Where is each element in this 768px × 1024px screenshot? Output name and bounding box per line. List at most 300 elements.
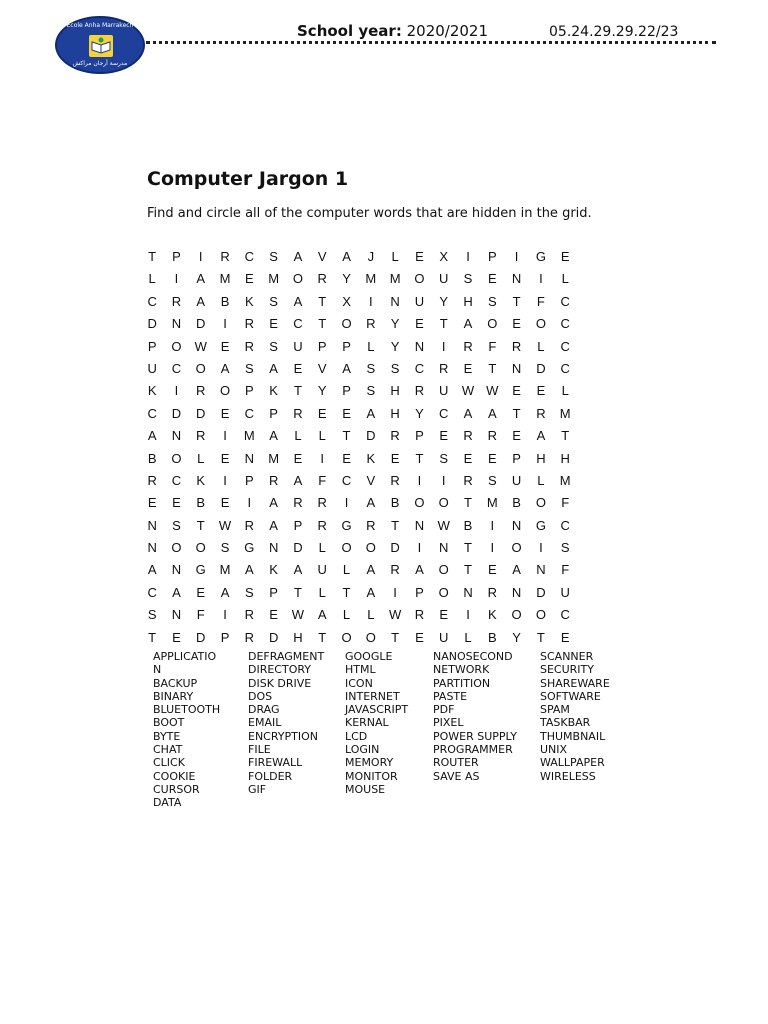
grid-letter[interactable]: D bbox=[268, 629, 279, 645]
grid-letter[interactable]: K bbox=[147, 383, 157, 399]
grid-letter[interactable]: R bbox=[390, 428, 400, 444]
grid-letter[interactable]: B bbox=[220, 293, 230, 309]
grid-letter[interactable]: A bbox=[366, 495, 376, 511]
grid-letter[interactable]: G bbox=[535, 517, 546, 533]
grid-letter[interactable]: T bbox=[464, 495, 472, 511]
grid-letter[interactable]: E bbox=[220, 495, 230, 511]
grid-letter[interactable]: V bbox=[317, 360, 327, 376]
grid-letter[interactable]: P bbox=[293, 517, 303, 533]
grid-letter[interactable]: C bbox=[147, 293, 157, 309]
grid-letter[interactable]: V bbox=[366, 472, 376, 488]
grid-letter[interactable]: R bbox=[196, 428, 206, 444]
grid-letter[interactable]: A bbox=[147, 428, 157, 444]
grid-letter[interactable]: E bbox=[560, 249, 570, 264]
grid-letter[interactable]: O bbox=[365, 540, 376, 556]
grid-letter[interactable]: T bbox=[148, 249, 157, 264]
grid-letter[interactable]: S bbox=[439, 450, 449, 466]
grid-letter[interactable]: U bbox=[317, 562, 327, 578]
grid-letter[interactable]: R bbox=[463, 428, 473, 444]
grid-letter[interactable]: U bbox=[511, 472, 522, 488]
grid-letter[interactable]: L bbox=[197, 450, 205, 466]
grid-letter[interactable]: R bbox=[317, 271, 327, 287]
grid-letter[interactable]: D bbox=[147, 316, 157, 332]
grid-letter[interactable]: C bbox=[293, 316, 303, 332]
grid-letter[interactable]: E bbox=[463, 450, 473, 466]
grid-letter[interactable]: M bbox=[243, 428, 255, 444]
grid-letter[interactable]: P bbox=[220, 629, 230, 645]
grid-letter[interactable]: U bbox=[560, 584, 570, 600]
grid-letter[interactable]: S bbox=[390, 360, 400, 376]
grid-letter[interactable]: A bbox=[293, 293, 303, 309]
grid-letter[interactable]: N bbox=[414, 517, 425, 533]
grid-letter[interactable]: E bbox=[342, 450, 351, 466]
grid-letter[interactable]: E bbox=[390, 450, 400, 466]
grid-letter[interactable]: R bbox=[220, 249, 230, 264]
grid-letter[interactable]: I bbox=[223, 472, 227, 488]
grid-letter[interactable]: L bbox=[391, 249, 399, 264]
grid-letter[interactable]: K bbox=[269, 383, 278, 399]
grid-letter[interactable]: E bbox=[512, 383, 521, 399]
grid-letter[interactable]: E bbox=[220, 338, 230, 354]
grid-letter[interactable]: C bbox=[341, 472, 352, 488]
grid-letter[interactable]: D bbox=[171, 405, 182, 421]
grid-letter[interactable]: R bbox=[487, 584, 497, 600]
grid-letter[interactable]: R bbox=[390, 472, 400, 488]
grid-letter[interactable]: R bbox=[244, 517, 255, 533]
grid-letter[interactable]: O bbox=[195, 360, 206, 376]
grid-letter[interactable]: R bbox=[414, 607, 425, 623]
grid-letter[interactable]: I bbox=[466, 607, 470, 623]
grid-letter[interactable]: J bbox=[367, 249, 375, 264]
grid-letter[interactable]: K bbox=[269, 562, 278, 578]
grid-letter[interactable]: E bbox=[487, 562, 497, 578]
grid-letter[interactable]: R bbox=[268, 472, 279, 488]
grid-letter[interactable]: F bbox=[196, 607, 205, 623]
grid-letter[interactable]: T bbox=[318, 293, 327, 309]
grid-letter[interactable]: R bbox=[511, 338, 522, 354]
grid-letter[interactable]: Y bbox=[390, 338, 400, 354]
grid-letter[interactable]: F bbox=[536, 293, 545, 309]
grid-letter[interactable]: M bbox=[559, 472, 571, 488]
grid-letter[interactable]: P bbox=[342, 383, 351, 399]
grid-letter[interactable]: G bbox=[244, 540, 255, 556]
grid-letter[interactable]: A bbox=[487, 405, 497, 421]
grid-letter[interactable]: U bbox=[439, 271, 449, 287]
grid-letter[interactable]: N bbox=[171, 562, 182, 578]
grid-letter[interactable]: W bbox=[218, 517, 232, 533]
grid-letter[interactable]: C bbox=[560, 517, 570, 533]
grid-letter[interactable]: N bbox=[463, 584, 473, 600]
grid-letter[interactable]: O bbox=[438, 562, 449, 578]
grid-letter[interactable]: F bbox=[318, 472, 327, 488]
grid-letter[interactable]: E bbox=[342, 405, 351, 421]
grid-letter[interactable]: P bbox=[147, 338, 157, 354]
grid-letter[interactable]: C bbox=[439, 405, 449, 421]
grid-letter[interactable]: L bbox=[294, 428, 302, 444]
grid-letter[interactable]: O bbox=[341, 540, 352, 556]
grid-letter[interactable]: C bbox=[560, 316, 570, 332]
grid-letter[interactable]: E bbox=[293, 360, 303, 376]
grid-letter[interactable]: T bbox=[318, 629, 327, 645]
grid-letter[interactable]: N bbox=[439, 540, 449, 556]
grid-letter[interactable]: I bbox=[223, 428, 227, 444]
grid-letter[interactable]: A bbox=[245, 562, 254, 578]
grid-letter[interactable]: L bbox=[318, 428, 326, 444]
grid-letter[interactable]: K bbox=[196, 472, 206, 488]
grid-letter[interactable]: T bbox=[415, 450, 424, 466]
grid-letter[interactable]: S bbox=[245, 360, 254, 376]
grid-letter[interactable]: S bbox=[269, 249, 278, 264]
grid-letter[interactable]: E bbox=[172, 629, 181, 645]
grid-letter[interactable]: C bbox=[560, 607, 570, 623]
grid-letter[interactable]: A bbox=[269, 360, 278, 376]
grid-letter[interactable]: A bbox=[463, 405, 473, 421]
grid-letter[interactable]: L bbox=[148, 271, 156, 287]
grid-letter[interactable]: S bbox=[463, 271, 473, 287]
grid-letter[interactable]: Y bbox=[317, 383, 327, 399]
grid-letter[interactable]: P bbox=[269, 584, 278, 600]
grid-letter[interactable]: E bbox=[415, 316, 424, 332]
grid-letter[interactable]: D bbox=[196, 316, 206, 332]
grid-letter[interactable]: A bbox=[220, 360, 230, 376]
grid-letter[interactable]: W bbox=[437, 517, 450, 533]
grid-letter[interactable]: C bbox=[244, 405, 255, 421]
grid-letter[interactable]: S bbox=[366, 383, 376, 399]
grid-letter[interactable]: H bbox=[463, 293, 473, 309]
grid-letter[interactable]: A bbox=[269, 495, 278, 511]
grid-letter[interactable]: I bbox=[514, 249, 519, 264]
grid-letter[interactable]: R bbox=[196, 383, 206, 399]
grid-letter[interactable]: O bbox=[535, 316, 546, 332]
grid-letter[interactable]: R bbox=[536, 405, 546, 421]
grid-letter[interactable]: E bbox=[463, 360, 473, 376]
grid-letter[interactable]: N bbox=[511, 584, 522, 600]
grid-letter[interactable]: C bbox=[560, 360, 570, 376]
grid-letter[interactable]: E bbox=[172, 495, 181, 511]
grid-letter[interactable]: I bbox=[441, 472, 446, 488]
grid-letter[interactable]: R bbox=[487, 428, 497, 444]
grid-letter[interactable]: K bbox=[366, 450, 376, 466]
grid-letter[interactable]: P bbox=[245, 472, 254, 488]
grid-letter[interactable]: L bbox=[464, 629, 472, 645]
grid-letter[interactable]: B bbox=[196, 495, 206, 511]
grid-letter[interactable]: H bbox=[390, 405, 400, 421]
grid-letter[interactable]: R bbox=[293, 405, 303, 421]
grid-letter[interactable]: E bbox=[415, 629, 424, 645]
grid-letter[interactable]: N bbox=[147, 540, 157, 556]
grid-letter[interactable]: D bbox=[196, 629, 206, 645]
grid-letter[interactable]: I bbox=[417, 540, 422, 556]
grid-letter[interactable]: X bbox=[439, 249, 449, 264]
grid-letter[interactable]: A bbox=[366, 562, 376, 578]
grid-letter[interactable]: L bbox=[318, 540, 326, 556]
grid-letter[interactable]: T bbox=[512, 293, 521, 309]
grid-letter[interactable]: G bbox=[535, 249, 546, 264]
grid-letter[interactable]: P bbox=[317, 338, 327, 354]
grid-letter[interactable]: M bbox=[559, 405, 571, 421]
grid-letter[interactable]: N bbox=[171, 607, 182, 623]
grid-letter[interactable]: A bbox=[536, 428, 546, 444]
grid-letter[interactable]: R bbox=[390, 562, 400, 578]
grid-letter[interactable]: E bbox=[560, 629, 570, 645]
grid-letter[interactable]: N bbox=[390, 293, 400, 309]
grid-letter[interactable]: G bbox=[195, 562, 206, 578]
grid-letter[interactable]: K bbox=[245, 293, 254, 309]
grid-letter[interactable]: U bbox=[293, 338, 303, 354]
grid-letter[interactable]: T bbox=[391, 629, 400, 645]
grid-letter[interactable]: S bbox=[269, 338, 278, 354]
grid-letter[interactable]: M bbox=[219, 562, 231, 578]
grid-letter[interactable]: T bbox=[342, 584, 351, 600]
grid-letter[interactable]: T bbox=[439, 316, 448, 332]
grid-letter[interactable]: O bbox=[414, 271, 425, 287]
grid-letter[interactable]: I bbox=[223, 316, 227, 332]
grid-letter[interactable]: S bbox=[366, 360, 376, 376]
grid-letter[interactable]: N bbox=[147, 517, 157, 533]
grid-letter[interactable]: E bbox=[293, 450, 303, 466]
grid-letter[interactable]: S bbox=[560, 540, 570, 556]
grid-letter[interactable]: R bbox=[171, 293, 182, 309]
grid-letter[interactable]: C bbox=[560, 293, 570, 309]
grid-letter[interactable]: F bbox=[561, 495, 570, 511]
grid-letter[interactable]: O bbox=[341, 316, 352, 332]
grid-letter[interactable]: P bbox=[487, 249, 497, 264]
grid-letter[interactable]: C bbox=[171, 360, 182, 376]
grid-letter[interactable]: O bbox=[341, 629, 352, 645]
grid-letter[interactable]: I bbox=[247, 495, 252, 511]
grid-letter[interactable]: A bbox=[317, 607, 327, 623]
grid-letter[interactable]: K bbox=[487, 607, 497, 623]
grid-letter[interactable]: I bbox=[539, 271, 543, 287]
grid-letter[interactable]: N bbox=[268, 540, 279, 556]
grid-letter[interactable]: C bbox=[171, 472, 182, 488]
grid-letter[interactable]: R bbox=[439, 360, 449, 376]
grid-letter[interactable]: L bbox=[561, 383, 569, 399]
grid-letter[interactable]: N bbox=[511, 360, 522, 376]
grid-letter[interactable]: I bbox=[344, 495, 349, 511]
grid-letter[interactable]: E bbox=[196, 584, 206, 600]
grid-letter[interactable]: S bbox=[487, 472, 497, 488]
grid-letter[interactable]: P bbox=[172, 249, 181, 264]
grid-letter[interactable]: I bbox=[369, 293, 373, 309]
grid-letter[interactable]: R bbox=[293, 495, 303, 511]
grid-letter[interactable]: V bbox=[317, 249, 327, 264]
grid-letter[interactable]: T bbox=[293, 584, 302, 600]
grid-letter[interactable]: T bbox=[342, 428, 351, 444]
grid-letter[interactable]: L bbox=[342, 607, 351, 623]
grid-letter[interactable]: E bbox=[487, 450, 497, 466]
grid-letter[interactable]: O bbox=[365, 629, 376, 645]
grid-letter[interactable]: O bbox=[171, 338, 182, 354]
grid-letter[interactable]: E bbox=[269, 316, 278, 332]
grid-letter[interactable]: D bbox=[293, 540, 303, 556]
grid-letter[interactable]: S bbox=[487, 293, 497, 309]
grid-letter[interactable]: Y bbox=[390, 316, 400, 332]
grid-letter[interactable]: H bbox=[536, 450, 546, 466]
grid-letter[interactable]: D bbox=[390, 540, 400, 556]
grid-letter[interactable]: H bbox=[560, 450, 570, 466]
grid-letter[interactable]: T bbox=[464, 562, 472, 578]
grid-letter[interactable]: E bbox=[512, 316, 521, 332]
grid-letter[interactable]: I bbox=[393, 584, 397, 600]
grid-letter[interactable]: W bbox=[291, 607, 305, 623]
grid-letter[interactable]: E bbox=[220, 450, 230, 466]
grid-letter[interactable]: A bbox=[220, 584, 230, 600]
grid-letter[interactable]: T bbox=[561, 428, 570, 444]
grid-letter[interactable]: D bbox=[196, 405, 206, 421]
grid-letter[interactable]: T bbox=[318, 316, 327, 332]
grid-letter[interactable]: H bbox=[293, 629, 303, 645]
grid-letter[interactable]: A bbox=[366, 405, 376, 421]
grid-letter[interactable]: C bbox=[560, 338, 570, 354]
grid-letter[interactable]: U bbox=[414, 293, 425, 309]
grid-letter[interactable]: B bbox=[512, 495, 521, 511]
grid-letter[interactable]: R bbox=[244, 316, 255, 332]
grid-letter[interactable]: A bbox=[293, 562, 303, 578]
grid-letter[interactable]: B bbox=[487, 629, 497, 645]
grid-letter[interactable]: I bbox=[539, 540, 543, 556]
grid-letter[interactable]: O bbox=[487, 316, 498, 332]
grid-letter[interactable]: T bbox=[196, 517, 205, 533]
grid-letter[interactable]: W bbox=[461, 383, 475, 399]
grid-letter[interactable]: M bbox=[389, 271, 401, 287]
grid-letter[interactable]: P bbox=[512, 450, 521, 466]
grid-letter[interactable]: O bbox=[438, 584, 449, 600]
grid-letter[interactable]: O bbox=[195, 540, 206, 556]
grid-letter[interactable]: C bbox=[414, 360, 425, 376]
grid-letter[interactable]: L bbox=[367, 338, 375, 354]
grid-letter[interactable]: E bbox=[512, 428, 521, 444]
grid-letter[interactable]: T bbox=[464, 540, 472, 556]
grid-letter[interactable]: Y bbox=[342, 271, 351, 287]
grid-letter[interactable]: B bbox=[147, 450, 157, 466]
grid-letter[interactable]: O bbox=[219, 383, 231, 399]
grid-letter[interactable]: S bbox=[172, 517, 181, 533]
grid-letter[interactable]: L bbox=[342, 562, 351, 578]
grid-letter[interactable]: E bbox=[536, 383, 546, 399]
grid-letter[interactable]: O bbox=[511, 540, 522, 556]
grid-letter[interactable]: M bbox=[268, 450, 280, 466]
grid-letter[interactable]: T bbox=[512, 405, 521, 421]
grid-letter[interactable]: A bbox=[293, 249, 303, 264]
grid-letter[interactable]: L bbox=[561, 271, 569, 287]
grid-letter[interactable]: E bbox=[317, 405, 327, 421]
grid-letter[interactable]: I bbox=[466, 249, 470, 264]
grid-letter[interactable]: W bbox=[388, 607, 402, 623]
grid-letter[interactable]: A bbox=[366, 584, 376, 600]
grid-letter[interactable]: Y bbox=[512, 629, 521, 645]
grid-letter[interactable]: A bbox=[512, 562, 521, 578]
grid-letter[interactable]: U bbox=[439, 383, 449, 399]
grid-letter[interactable]: N bbox=[244, 450, 255, 466]
grid-letter[interactable]: L bbox=[537, 338, 545, 354]
grid-letter[interactable]: A bbox=[342, 360, 351, 376]
grid-letter[interactable]: M bbox=[486, 495, 498, 511]
grid-letter[interactable]: R bbox=[244, 338, 255, 354]
grid-letter[interactable]: O bbox=[171, 540, 182, 556]
grid-letter[interactable]: O bbox=[535, 495, 546, 511]
grid-letter[interactable]: N bbox=[511, 271, 522, 287]
grid-letter[interactable]: E bbox=[439, 428, 449, 444]
grid-letter[interactable]: A bbox=[415, 562, 424, 578]
grid-letter[interactable]: T bbox=[391, 517, 400, 533]
grid-letter[interactable]: N bbox=[414, 338, 425, 354]
grid-letter[interactable]: D bbox=[366, 428, 376, 444]
grid-letter[interactable]: T bbox=[148, 629, 157, 645]
grid-letter[interactable]: G bbox=[341, 517, 352, 533]
grid-letter[interactable]: I bbox=[174, 383, 179, 399]
grid-letter[interactable]: C bbox=[244, 249, 255, 264]
grid-letter[interactable]: T bbox=[488, 360, 497, 376]
grid-letter[interactable]: U bbox=[439, 629, 449, 645]
grid-letter[interactable]: E bbox=[147, 495, 157, 511]
grid-letter[interactable]: A bbox=[269, 517, 278, 533]
grid-letter[interactable]: R bbox=[366, 517, 376, 533]
grid-letter[interactable]: H bbox=[390, 383, 400, 399]
grid-letter[interactable]: F bbox=[561, 562, 570, 578]
grid-letter[interactable]: R bbox=[317, 517, 327, 533]
grid-letter[interactable]: I bbox=[490, 517, 495, 533]
grid-letter[interactable]: W bbox=[194, 338, 207, 354]
grid-letter[interactable]: S bbox=[220, 540, 230, 556]
grid-letter[interactable]: Y bbox=[415, 405, 424, 421]
grid-letter[interactable]: D bbox=[536, 360, 546, 376]
grid-letter[interactable]: O bbox=[511, 607, 522, 623]
grid-letter[interactable]: I bbox=[490, 540, 495, 556]
grid-letter[interactable]: I bbox=[417, 472, 422, 488]
grid-letter[interactable]: T bbox=[536, 629, 545, 645]
grid-letter[interactable]: I bbox=[441, 338, 446, 354]
grid-letter[interactable]: R bbox=[244, 607, 255, 623]
grid-letter[interactable]: A bbox=[463, 316, 473, 332]
grid-letter[interactable]: R bbox=[147, 472, 157, 488]
grid-letter[interactable]: L bbox=[367, 607, 375, 623]
grid-letter[interactable]: M bbox=[268, 271, 280, 287]
grid-letter[interactable]: P bbox=[415, 584, 424, 600]
grid-letter[interactable]: R bbox=[463, 338, 473, 354]
grid-letter[interactable]: N bbox=[511, 517, 522, 533]
grid-letter[interactable]: O bbox=[535, 607, 546, 623]
grid-letter[interactable]: F bbox=[488, 338, 497, 354]
grid-letter[interactable]: W bbox=[486, 383, 499, 399]
grid-letter[interactable]: X bbox=[342, 293, 351, 309]
grid-letter[interactable]: U bbox=[147, 360, 157, 376]
grid-letter[interactable]: I bbox=[320, 450, 325, 466]
grid-letter[interactable]: R bbox=[463, 472, 473, 488]
grid-letter[interactable]: A bbox=[147, 562, 157, 578]
grid-letter[interactable]: N bbox=[536, 562, 546, 578]
grid-letter[interactable]: O bbox=[171, 450, 182, 466]
grid-letter[interactable]: C bbox=[147, 584, 157, 600]
grid-letter[interactable]: A bbox=[293, 472, 303, 488]
grid-letter[interactable]: S bbox=[269, 293, 278, 309]
grid-letter[interactable]: M bbox=[219, 271, 231, 287]
grid-letter[interactable]: E bbox=[245, 271, 254, 287]
grid-letter[interactable]: R bbox=[244, 629, 255, 645]
grid-letter[interactable]: E bbox=[269, 607, 278, 623]
grid-letter[interactable]: P bbox=[269, 405, 278, 421]
grid-letter[interactable]: A bbox=[172, 584, 181, 600]
grid-letter[interactable]: A bbox=[196, 271, 206, 287]
grid-letter[interactable]: T bbox=[293, 383, 302, 399]
grid-letter[interactable]: P bbox=[415, 428, 424, 444]
grid-letter[interactable]: Y bbox=[439, 293, 449, 309]
grid-letter[interactable]: R bbox=[366, 316, 376, 332]
grid-letter[interactable]: C bbox=[147, 405, 157, 421]
grid-letter[interactable]: E bbox=[415, 249, 424, 264]
grid-letter[interactable]: I bbox=[174, 271, 179, 287]
grid-letter[interactable]: D bbox=[536, 584, 546, 600]
